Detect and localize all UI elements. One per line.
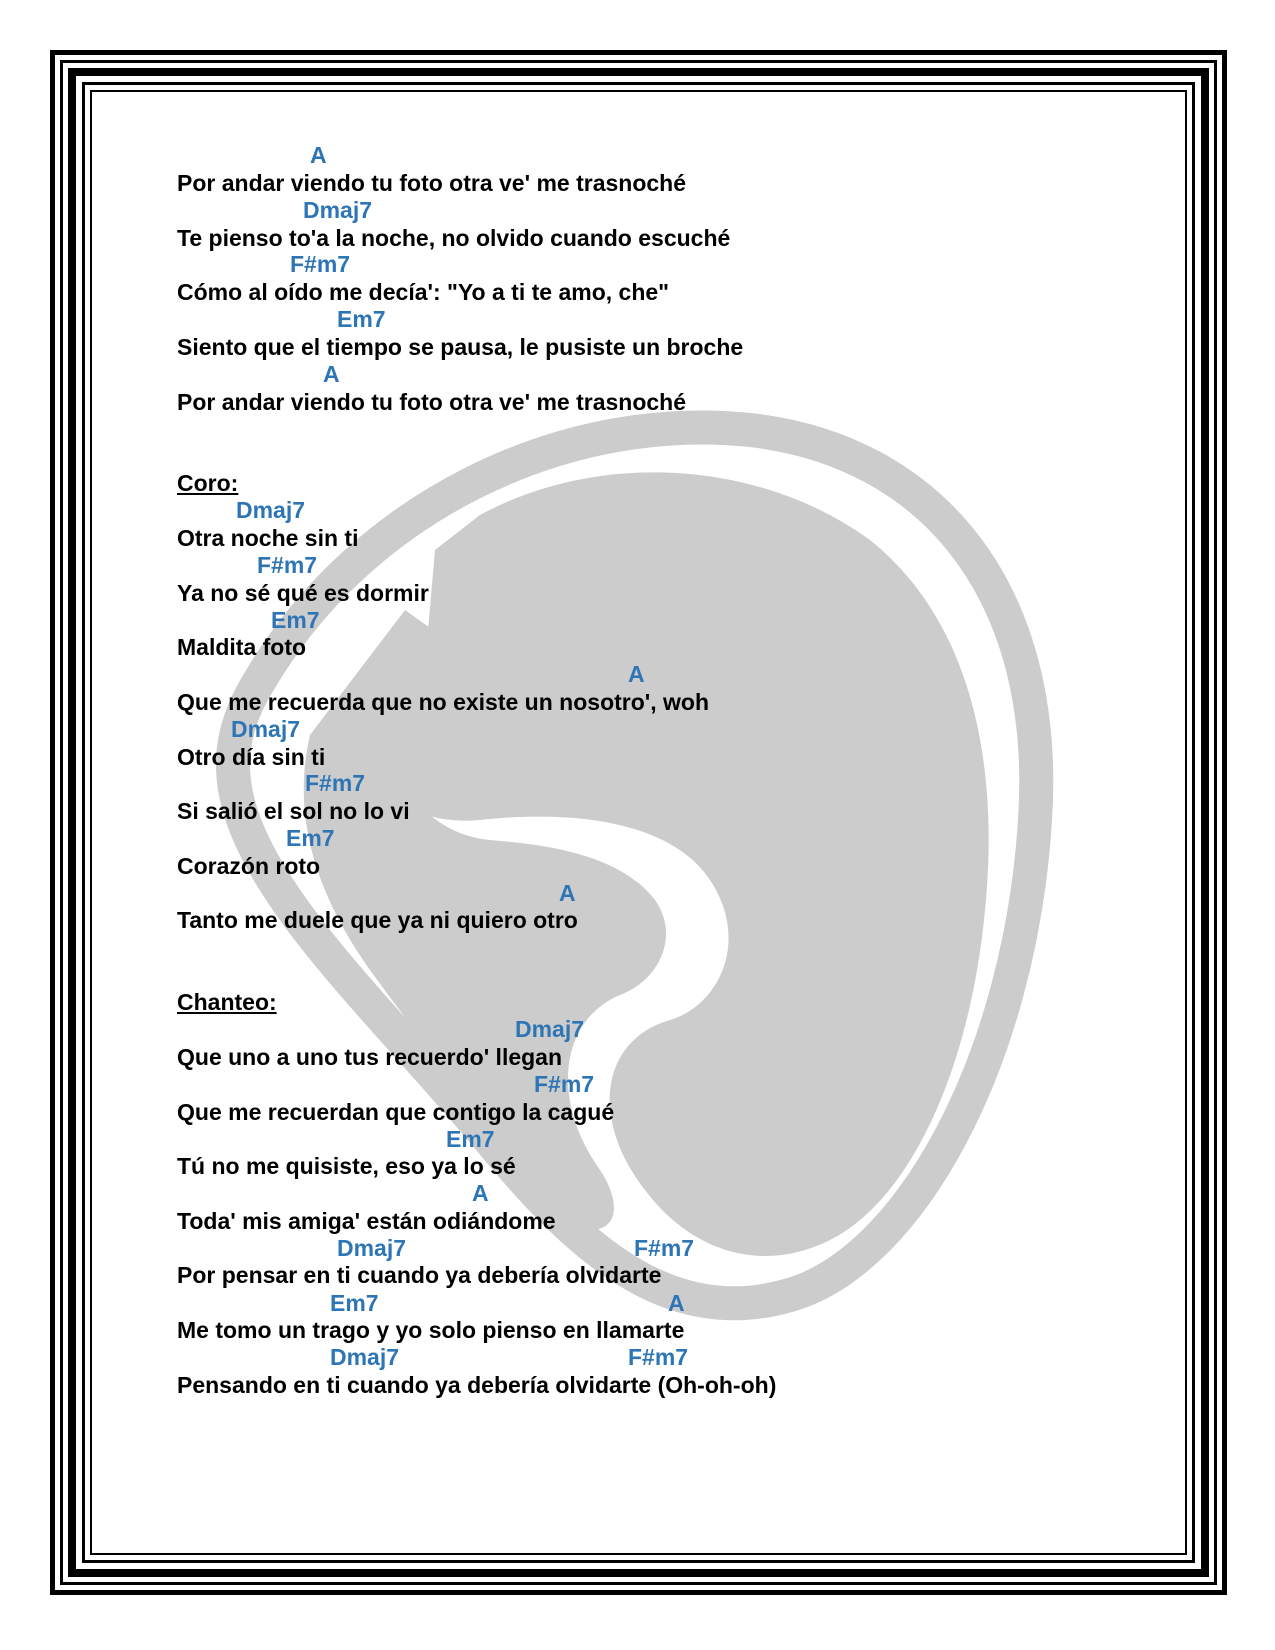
chord: A bbox=[628, 661, 645, 687]
lyric-line: Que me recuerda que no existe un nosotro', woh bbox=[177, 689, 710, 715]
chord: Dmaj7 bbox=[330, 1344, 400, 1370]
chord: Dmaj7 bbox=[303, 197, 373, 223]
chord: A bbox=[559, 880, 576, 906]
lyric-line: Otro día sin ti bbox=[177, 744, 326, 770]
chord: Dmaj7 bbox=[236, 497, 306, 523]
chord: F#m7 bbox=[305, 770, 366, 796]
chord: Em7 bbox=[337, 306, 386, 332]
lyric-line: Siento que el tiempo se pausa, le pusiste un broche bbox=[177, 334, 744, 360]
lyric-line: Ya no sé qué es dormir bbox=[177, 580, 429, 606]
lyric-line: Toda' mis amiga' están odiándome bbox=[177, 1208, 556, 1234]
chord: F#m7 bbox=[628, 1344, 689, 1370]
lyric-line: Maldita foto bbox=[177, 634, 307, 660]
lyric-line: Tú no me quisiste, eso ya lo sé bbox=[177, 1153, 516, 1179]
chord: F#m7 bbox=[290, 251, 351, 277]
lyric-line: Corazón roto bbox=[177, 853, 321, 879]
lyric-line: Otra noche sin ti bbox=[177, 525, 359, 551]
chord: Dmaj7 bbox=[337, 1235, 407, 1261]
lyric-line: Por pensar en ti cuando ya debería olvidarte bbox=[177, 1262, 662, 1288]
lyric-line: Pensando en ti cuando ya debería olvidarte (Oh-oh-oh) bbox=[177, 1372, 777, 1398]
lyric-line: Te pienso to'a la noche, no olvido cuando escuché bbox=[177, 225, 731, 251]
lyric-line: Cómo al oído me decía': "Yo a ti te amo, che" bbox=[177, 279, 670, 305]
lyric-line: Por andar viendo tu foto otra ve' me trasnoché bbox=[177, 389, 687, 415]
chord: Em7 bbox=[286, 825, 335, 851]
chord: F#m7 bbox=[257, 552, 318, 578]
chord: F#m7 bbox=[534, 1071, 595, 1097]
chord: Em7 bbox=[446, 1126, 495, 1152]
lyric-line: Por andar viendo tu foto otra ve' me trasnoché bbox=[177, 170, 687, 196]
section-heading-chanteo: Chanteo: bbox=[177, 989, 277, 1015]
lyric-line: Que uno a uno tus recuerdo' llegan bbox=[177, 1044, 563, 1070]
chord: Em7 bbox=[330, 1290, 379, 1316]
lyric-line: Que me recuerdan que contigo la cagué bbox=[177, 1099, 615, 1125]
section-heading-coro: Coro: bbox=[177, 470, 239, 496]
chord: Dmaj7 bbox=[515, 1016, 585, 1042]
chord: F#m7 bbox=[634, 1235, 695, 1261]
lyric-line: Me tomo un trago y yo solo pienso en llamarte bbox=[177, 1317, 685, 1343]
chord: Em7 bbox=[271, 607, 320, 633]
chord: A bbox=[472, 1180, 489, 1206]
chord: A bbox=[668, 1290, 685, 1316]
chord: A bbox=[323, 361, 340, 387]
lyric-line: Si salió el sol no lo vi bbox=[177, 798, 410, 824]
chord: Dmaj7 bbox=[231, 716, 301, 742]
chord: A bbox=[310, 142, 327, 168]
lyric-line: Tanto me duele que ya ni quiero otro bbox=[177, 907, 578, 933]
